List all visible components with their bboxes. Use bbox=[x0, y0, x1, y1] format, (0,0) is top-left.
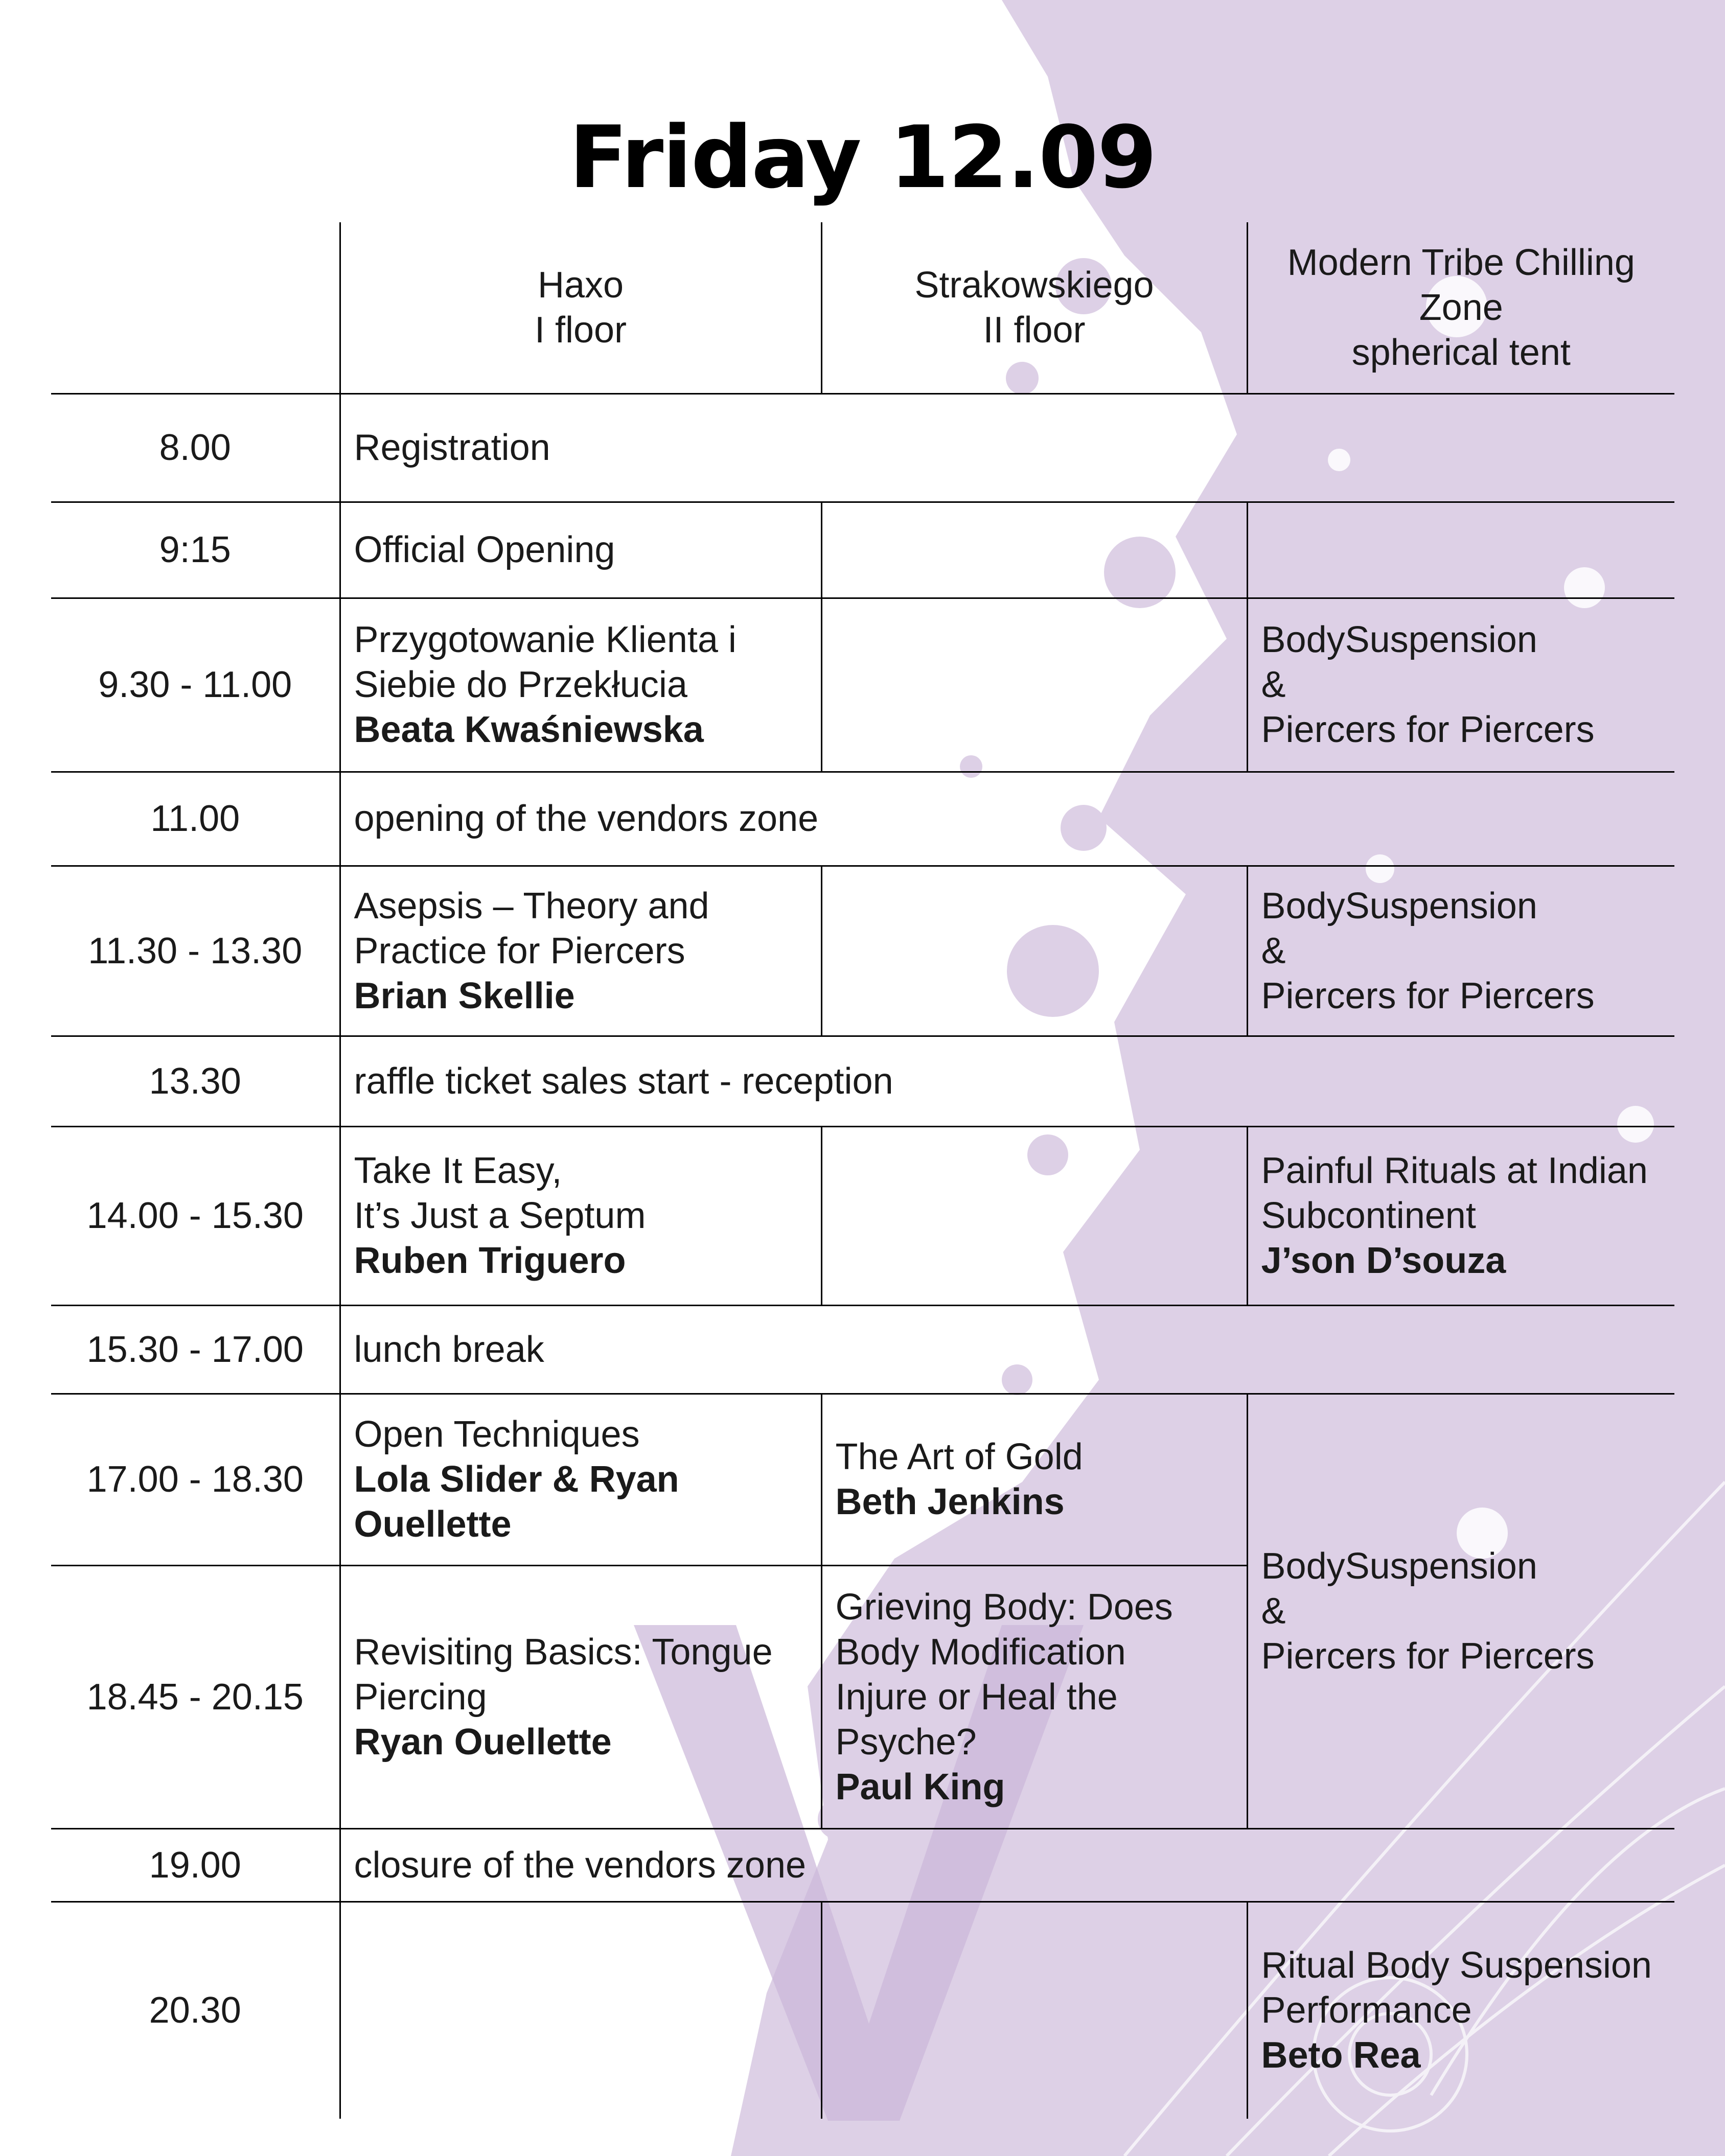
event-cell-modern-tribe: BodySuspension & Piercers for Piercers bbox=[1247, 1394, 1674, 1828]
event-cell-strakowskiego bbox=[821, 1902, 1247, 2119]
event-cell-modern-tribe: BodySuspension & Piercers for Piercers bbox=[1247, 866, 1674, 1036]
event-cell-modern-tribe: BodySuspension & Piercers for Piercers bbox=[1247, 598, 1674, 772]
time-cell: 9.30 - 11.00 bbox=[51, 598, 340, 772]
header-row bbox=[51, 222, 1674, 393]
header-haxo: Haxo I floor bbox=[340, 222, 821, 393]
time-cell: 19.00 bbox=[51, 1828, 340, 1902]
event-cell-strakowskiego: Grieving Body: Does Body Modification Injure or Heal the Psyche? Paul King bbox=[821, 1565, 1247, 1828]
time-cell: 11.00 bbox=[51, 772, 340, 866]
header-empty-cell bbox=[51, 222, 340, 393]
event-cell-haxo: Take It Easy, It’s Just a Septum Ruben Triguero bbox=[340, 1126, 821, 1305]
speaker-name: Ryan Ouellette bbox=[354, 1721, 612, 1763]
speaker-name: Beth Jenkins bbox=[835, 1481, 1065, 1522]
header-strakowskiego: Strakowskiego II floor bbox=[821, 222, 1247, 393]
time-cell: 17.00 - 18.30 bbox=[51, 1394, 340, 1565]
event-cell-modern-tribe: Ritual Body Suspension Performance Beto Rea bbox=[1247, 1902, 1674, 2119]
event-cell-modern-tribe bbox=[1247, 502, 1674, 598]
time-cell: 20.30 bbox=[51, 1902, 340, 2119]
full-width-event: opening of the vendors zone bbox=[340, 772, 1674, 866]
speaker-name: Beata Kwaśniewska bbox=[354, 709, 704, 750]
event-cell-strakowskiego bbox=[821, 502, 1247, 598]
time-cell: 18.45 - 20.15 bbox=[51, 1565, 340, 1828]
time-cell: 15.30 - 17.00 bbox=[51, 1305, 340, 1394]
speaker-name: Ruben Triguero bbox=[354, 1240, 626, 1281]
speaker-name: Paul King bbox=[835, 1766, 1005, 1807]
speaker-name: J’son D’souza bbox=[1261, 1240, 1506, 1281]
event-cell-strakowskiego bbox=[821, 1126, 1247, 1305]
schedule-row bbox=[51, 772, 1674, 866]
event-cell-haxo: Open Techniques Lola Slider & Ryan Ouellette bbox=[340, 1394, 821, 1565]
speaker-name: Beto Rea bbox=[1261, 2035, 1421, 2076]
speaker-name: Brian Skellie bbox=[354, 975, 575, 1016]
schedule-row bbox=[51, 393, 1674, 502]
event-cell-strakowskiego bbox=[821, 866, 1247, 1036]
schedule-row bbox=[51, 866, 1674, 1036]
event-cell-haxo: Asepsis – Theory and Practice for Piercers Brian Skellie bbox=[340, 866, 821, 1036]
event-cell-haxo: Przygotowanie Klienta i Siebie do Przekłucia Beata Kwaśniewska bbox=[340, 598, 821, 772]
time-cell: 14.00 - 15.30 bbox=[51, 1126, 340, 1305]
schedule-row bbox=[51, 1126, 1674, 1305]
speaker-name: Lola Slider & Ryan bbox=[354, 1459, 679, 1500]
full-width-event: raffle ticket sales start - reception bbox=[340, 1036, 1674, 1126]
header-modern-tribe: Modern Tribe Chilling Zone spherical tent bbox=[1247, 222, 1674, 393]
time-cell: 8.00 bbox=[51, 393, 340, 502]
event-cell-strakowskiego bbox=[821, 598, 1247, 772]
event-cell-strakowskiego: The Art of Gold Beth Jenkins bbox=[821, 1394, 1247, 1565]
time-cell: 13.30 bbox=[51, 1036, 340, 1126]
schedule-row bbox=[51, 1036, 1674, 1126]
schedule-row bbox=[51, 1305, 1674, 1394]
time-cell: 11.30 - 13.30 bbox=[51, 866, 340, 1036]
full-width-event: closure of the vendors zone bbox=[340, 1828, 1674, 1902]
schedule-row bbox=[51, 1394, 1674, 1565]
speaker-name: Ouellette bbox=[354, 1504, 512, 1545]
schedule-row bbox=[51, 502, 1674, 598]
full-width-event: lunch break bbox=[340, 1305, 1674, 1394]
page-title: Friday 12.09 bbox=[569, 107, 1156, 207]
event-cell-modern-tribe: Painful Rituals at Indian Subcontinent J’son D’souza bbox=[1247, 1126, 1674, 1305]
schedule-row bbox=[51, 1828, 1674, 1902]
schedule-row bbox=[51, 1902, 1674, 2119]
full-width-event: Registration bbox=[340, 393, 1674, 502]
event-cell-haxo bbox=[340, 1902, 821, 2119]
schedule-row bbox=[51, 598, 1674, 772]
event-cell-haxo: Official Opening bbox=[340, 502, 821, 598]
schedule-table bbox=[51, 222, 1674, 2119]
event-cell-haxo: Revisiting Basics: Tongue Piercing Ryan Ouellette bbox=[340, 1565, 821, 1828]
time-cell: 9:15 bbox=[51, 502, 340, 598]
